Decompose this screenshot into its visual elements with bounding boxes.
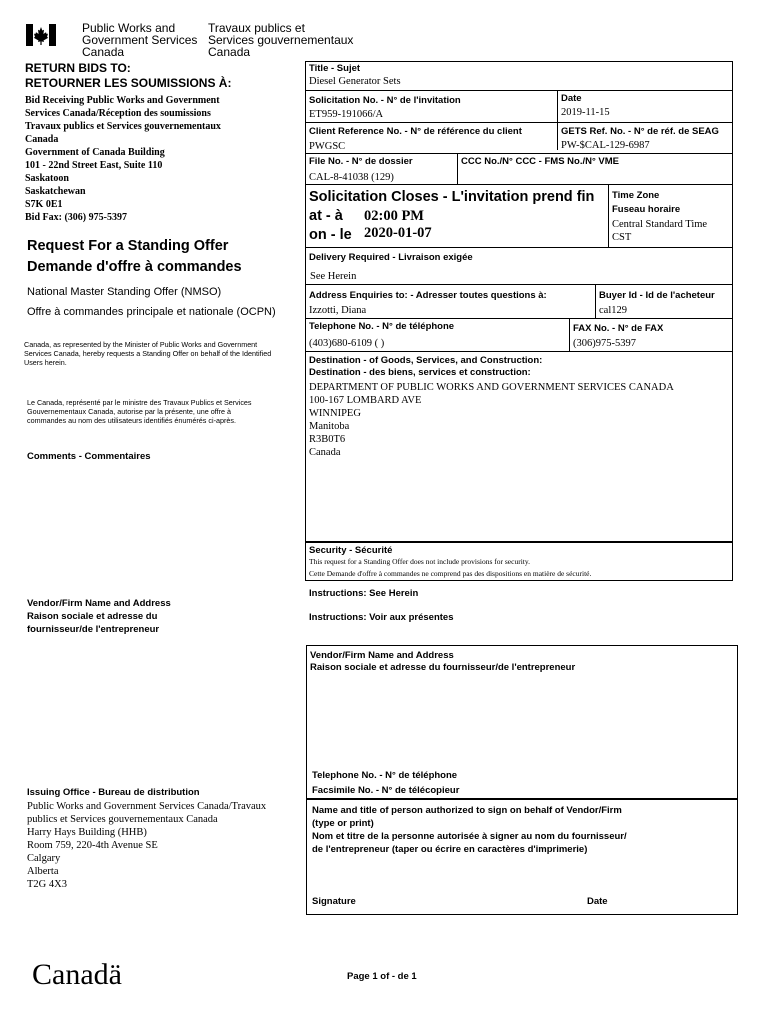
dept-en-line: Canada bbox=[82, 45, 125, 59]
vendor-left-line: Vendor/Firm Name and Address bbox=[27, 598, 171, 609]
return-bids-address-line: 101 - 22nd Street East, Suite 110 bbox=[25, 160, 163, 171]
return-bids-address-line: Saskatchewan bbox=[25, 186, 86, 197]
destination-address bbox=[309, 381, 674, 459]
page-number: Page 1 of - de 1 bbox=[347, 971, 417, 982]
delivery-value: See Herein bbox=[310, 271, 357, 282]
issuing-office-line: T2G 4X3 bbox=[27, 879, 67, 890]
time-zone-label bbox=[612, 189, 680, 217]
at-label: at - à bbox=[309, 208, 343, 224]
vendor-box-label-fr: Raison sociale et adresse du fournisseur/de l'entrepreneur bbox=[310, 662, 576, 673]
request-paragraph-en: Canada, as represented by the Minister of Public Works and Government Services Canada, hereby requests a Standing Offer on behalf of the Identified Users herein. bbox=[24, 340, 272, 367]
issuing-office-address bbox=[27, 800, 266, 891]
destination-line: Manitoba bbox=[309, 421, 350, 432]
client-ref-label: Client Reference No. - N° de référence du client bbox=[309, 126, 522, 137]
canada-flag-icon bbox=[26, 24, 56, 46]
dept-fr-line: Services gouvernementaux bbox=[208, 33, 354, 47]
issuing-office-line: Public Works and Government Services Canada/Travaux bbox=[27, 801, 267, 812]
request-title-fr: Demande d'offre à commandes bbox=[27, 259, 242, 275]
department-name-fr bbox=[208, 22, 353, 58]
buyer-id-value: cal129 bbox=[599, 305, 627, 316]
request-paragraph-fr: Le Canada, représenté par le ministre des Travaux Publics et Services Gouvernementaux Canada, autorise par la présente, une offre à commandes au nom des utilisateurs identifiés énumérés ci-après. bbox=[27, 398, 252, 425]
solicitation-label: Solicitation No. - N° de l'invitation bbox=[309, 95, 461, 106]
instructions-fr: Instructions: Voir aux présentes bbox=[309, 612, 454, 623]
telephone-label: Telephone No. - N° de téléphone bbox=[309, 321, 455, 332]
title-value: Diesel Generator Sets bbox=[309, 76, 401, 87]
ocpn-label: Offre à commandes principale et nationale (OCPN) bbox=[27, 306, 276, 318]
return-bids-address-line: Travaux publics et Services gouvernementaux bbox=[25, 121, 221, 132]
date-label: Date bbox=[561, 93, 582, 104]
return-bids-title-en: RETURN BIDS TO: bbox=[25, 61, 131, 75]
return-bids-address-line: Canada bbox=[25, 134, 59, 145]
dept-fr-line: Canada bbox=[208, 45, 251, 59]
enquiries-value: Izzotti, Diana bbox=[309, 305, 367, 316]
security-text-fr: Cette Demande d'offre à commandes ne comprend pas des dispositions en matière de sécurité. bbox=[309, 569, 592, 578]
return-bids-address-line: Government of Canada Building bbox=[25, 147, 165, 158]
signature-date-label: Date bbox=[587, 896, 608, 907]
fax-value: (306)975-5397 bbox=[573, 338, 636, 349]
vendor-left-line: fournisseur/de l'entrepreneur bbox=[27, 624, 160, 635]
vendor-telephone-label: Telephone No. - N° de téléphone bbox=[312, 770, 458, 781]
time-zone-value-line: CST bbox=[612, 232, 632, 243]
signatory-line: (type or print) bbox=[312, 818, 374, 829]
return-bids-address-line: Bid Fax: (306) 975-5397 bbox=[25, 212, 127, 223]
issuing-office-line: Room 759, 220-4th Avenue SE bbox=[27, 840, 158, 851]
issuing-office-line: Harry Hays Building (HHB) bbox=[27, 827, 147, 838]
destination-label-fr: Destination - des biens, services et construction: bbox=[309, 367, 531, 378]
signature-label: Signature bbox=[312, 896, 356, 907]
closes-label: Solicitation Closes - L'invitation prend fin bbox=[309, 189, 595, 205]
vendor-box-label-en: Vendor/Firm Name and Address bbox=[310, 650, 454, 661]
fax-label: FAX No. - N° de FAX bbox=[573, 323, 664, 334]
time-zone-value-line: Central Standard Time bbox=[612, 219, 708, 230]
date-value: 2019-11-15 bbox=[561, 107, 610, 118]
issuing-office-label: Issuing Office - Bureau de distribution bbox=[27, 787, 200, 798]
enquiries-label: Address Enquiries to: - Adresser toutes questions à: bbox=[309, 290, 547, 301]
return-bids-address-line: S7K 0E1 bbox=[25, 199, 63, 210]
time-zone-label-fr: Fuseau horaire bbox=[612, 204, 681, 215]
issuing-office-line: Calgary bbox=[27, 853, 61, 864]
destination-line: Canada bbox=[309, 447, 341, 458]
nmso-label: National Master Standing Offer (NMSO) bbox=[27, 286, 222, 298]
closing-time-value: 02:00 PM bbox=[364, 208, 424, 224]
department-name-en bbox=[82, 22, 197, 58]
dept-fr-line: Travaux publics et bbox=[208, 21, 305, 35]
ccc-label: CCC No./N° CCC - FMS No./N° VME bbox=[461, 156, 620, 167]
file-no-value: CAL-8-41038 (129) bbox=[309, 172, 394, 183]
buyer-id-label: Buyer Id - Id de l'acheteur bbox=[599, 290, 715, 301]
delivery-label: Delivery Required - Livraison exigée bbox=[309, 252, 473, 263]
signatory-instructions bbox=[312, 804, 627, 856]
telephone-value: (403)680-6109 ( ) bbox=[309, 338, 385, 349]
canada-wordmark: Canadä bbox=[32, 958, 122, 991]
title-label: Title - Sujet bbox=[309, 63, 361, 74]
time-zone-label-en: Time Zone bbox=[612, 190, 660, 201]
security-text-en: This request for a Standing Offer does not include provisions for security. bbox=[309, 557, 530, 566]
destination-label-en: Destination - of Goods, Services, and Construction: bbox=[309, 355, 543, 366]
signatory-line: Nom et titre de la personne autorisée à signer au nom du fournisseur/ bbox=[312, 831, 627, 842]
request-title-en: Request For a Standing Offer bbox=[27, 238, 229, 254]
request-title bbox=[27, 236, 242, 278]
vendor-left-line: Raison sociale et adresse du bbox=[27, 611, 158, 622]
dept-en-line: Government Services bbox=[82, 33, 198, 47]
destination-line: R3B0T6 bbox=[309, 434, 346, 445]
dept-en-line: Public Works and bbox=[82, 21, 176, 35]
standing-offer-type bbox=[27, 282, 276, 322]
closing-date-value: 2020-01-07 bbox=[364, 225, 432, 241]
gets-ref-value: PW-$CAL-129-6987 bbox=[561, 140, 650, 151]
return-bids-title-fr: RETOURNER LES SOUMISSIONS À: bbox=[25, 76, 232, 90]
destination-line: DEPARTMENT OF PUBLIC WORKS AND GOVERNMENT SERVICES CANADA bbox=[309, 382, 674, 393]
destination-line: WINNIPEG bbox=[309, 408, 361, 419]
signatory-line: de l'entrepreneur (taper ou écrire en caractères d'imprimerie) bbox=[312, 844, 588, 855]
return-bids-address bbox=[25, 94, 221, 224]
issuing-office-line: Alberta bbox=[27, 866, 59, 877]
destination-line: 100-167 LOMBARD AVE bbox=[309, 395, 422, 406]
vendor-fax-label: Facsimile No. - N° de télécopieur bbox=[312, 785, 460, 796]
security-label: Security - Sécurité bbox=[309, 545, 393, 556]
gets-ref-label: GETS Ref. No. - N° de réf. de SEAG bbox=[561, 126, 719, 137]
return-bids-address-line: Bid Receiving Public Works and Government bbox=[25, 95, 220, 106]
client-ref-value: PWGSC bbox=[309, 141, 346, 152]
return-bids-address-line: Saskatoon bbox=[25, 173, 69, 184]
signatory-line: Name and title of person authorized to sign on behalf of Vendor/Firm bbox=[312, 805, 622, 816]
comments-label: Comments - Commentaires bbox=[27, 451, 151, 462]
time-zone-value bbox=[612, 218, 707, 244]
return-bids-title bbox=[25, 61, 231, 91]
issuing-office-line: publics et Services gouvernementaux Canada bbox=[27, 814, 218, 825]
on-label: on - le bbox=[309, 227, 352, 243]
instructions-en: Instructions: See Herein bbox=[309, 588, 419, 599]
solicitation-value: ET959-191066/A bbox=[309, 109, 384, 120]
file-no-label: File No. - N° de dossier bbox=[309, 156, 413, 167]
return-bids-address-line: Services Canada/Réception des soumissions bbox=[25, 108, 211, 119]
vendor-label-left bbox=[27, 597, 171, 636]
